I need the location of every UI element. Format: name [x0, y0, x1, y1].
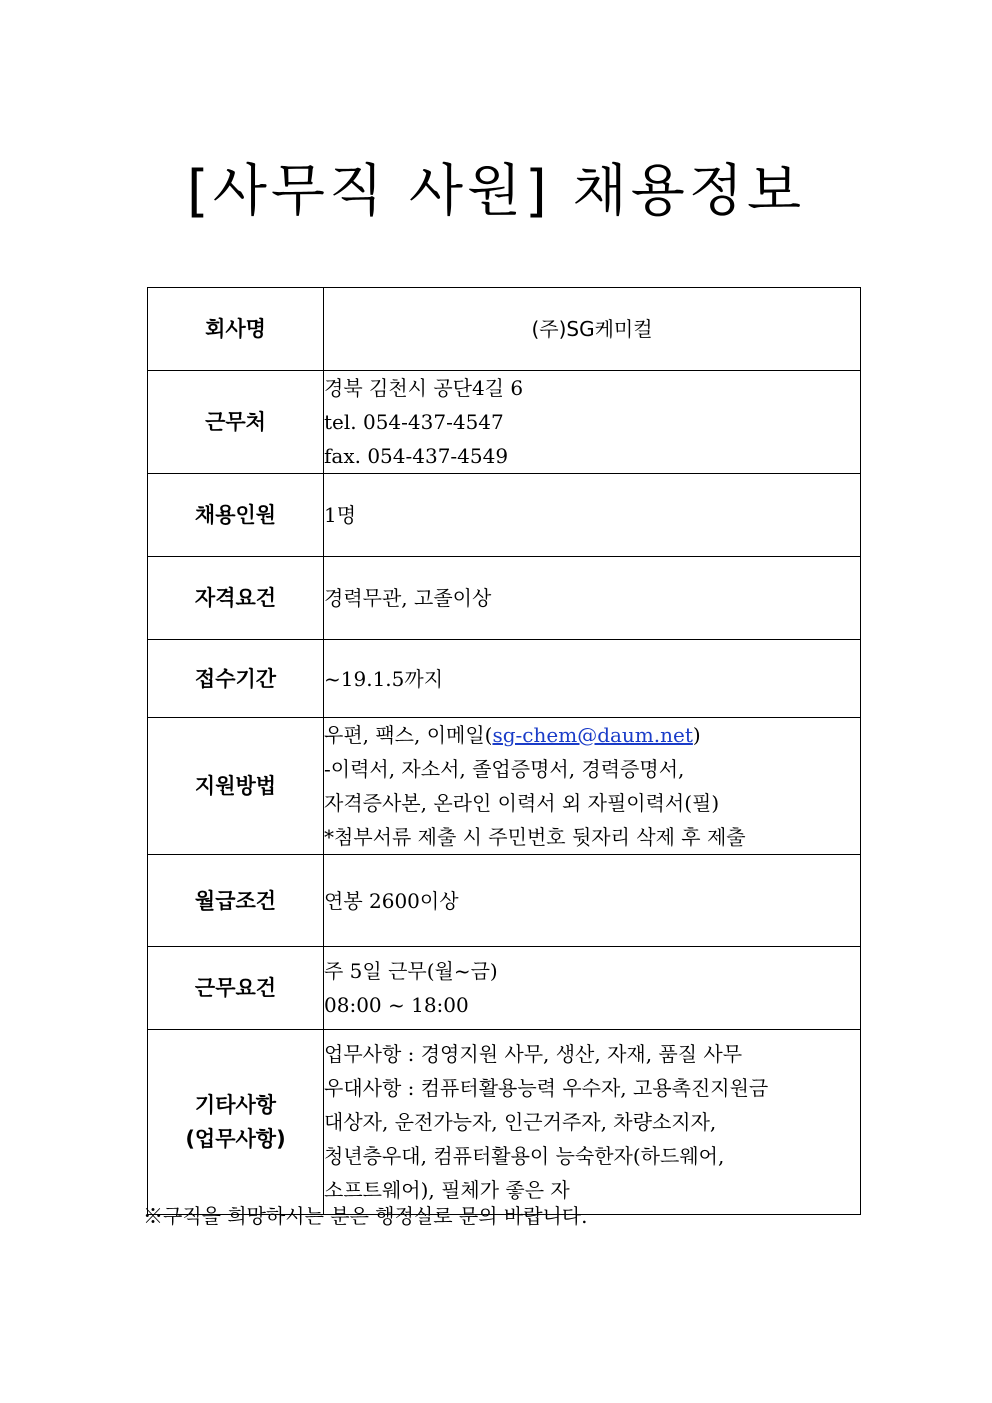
table-row-hours — [148, 947, 861, 1030]
headcount-value: 1명 — [324, 474, 861, 557]
company-value: (주)SG케미컬 — [324, 288, 861, 371]
table-row-salary — [148, 855, 861, 947]
etc-line-1: 업무사항 : 경영지원 사무, 생산, 자재, 품질 사무 — [324, 1042, 743, 1066]
qualification-value: 경력무관, 고졸이상 — [324, 557, 861, 640]
method-paren-close: ) — [692, 723, 701, 747]
table-row-etc — [148, 1030, 861, 1215]
workplace-tel: tel. 054-437-4547 — [324, 410, 504, 434]
table-row-period — [148, 640, 861, 718]
workplace-fax: fax. 054-437-4549 — [324, 444, 509, 468]
qualification-label: 자격요건 — [148, 557, 324, 640]
table-row-method — [148, 718, 861, 855]
etc-line-4: 청년층우대, 컴퓨터활용이 능숙한자(하드웨어, — [324, 1144, 725, 1168]
method-value — [324, 718, 861, 855]
table-row-company — [148, 288, 861, 371]
recruitment-info-table — [147, 287, 861, 1215]
workplace-label: 근무처 — [148, 371, 324, 474]
etc-line-3: 대상자, 운전가능자, 인근거주자, 차량소지자, — [324, 1110, 717, 1134]
workplace-address: 경북 김천시 공단4길 6 — [324, 376, 524, 400]
method-label: 지원방법 — [148, 718, 324, 855]
etc-label-line-1: 기타사항 — [194, 1093, 277, 1117]
hours-label: 근무요건 — [148, 947, 324, 1030]
table-row-workplace — [148, 371, 861, 474]
hours-value — [324, 947, 861, 1030]
etc-label-line-2: (업무사항) — [185, 1127, 286, 1151]
salary-label: 월급조건 — [148, 855, 324, 947]
period-label: 접수기간 — [148, 640, 324, 718]
workplace-value — [324, 371, 861, 474]
method-line-1 — [324, 718, 860, 752]
etc-line-5: 소프트웨어), 필체가 좋은 자 — [324, 1178, 570, 1202]
method-line-4: *첨부서류 제출 시 주민번호 뒷자리 삭제 후 제출 — [324, 825, 746, 849]
page-title: [사무직 사원] 채용정보 — [186, 159, 806, 224]
hours-time: 08:00 ~ 18:00 — [324, 993, 469, 1017]
method-channels: 우편, 팩스, 이메일( — [324, 723, 493, 747]
salary-value: 연봉 2600이상 — [324, 855, 861, 947]
contact-note: ※구직을 희망하시는 분은 행정실로 문의 바랍니다. — [143, 1204, 588, 1228]
etc-value — [324, 1030, 861, 1215]
hours-days: 주 5일 근무(월~금) — [324, 959, 498, 983]
period-value: ~19.1.5까지 — [324, 640, 861, 718]
method-line-3: 자격증사본, 온라인 이력서 외 자필이력서(필) — [324, 791, 720, 815]
table-row-qualification — [148, 557, 861, 640]
company-label: 회사명 — [148, 288, 324, 371]
headcount-label: 채용인원 — [148, 474, 324, 557]
table-row-headcount — [148, 474, 861, 557]
etc-line-2: 우대사항 : 컴퓨터활용능력 우수자, 고용촉진지원금 — [324, 1076, 769, 1100]
method-line-2: -이력서, 자소서, 졸업증명서, 경력증명서, — [324, 757, 685, 781]
email-link[interactable]: sg-chem@daum.net — [492, 723, 693, 747]
etc-label — [148, 1030, 324, 1215]
